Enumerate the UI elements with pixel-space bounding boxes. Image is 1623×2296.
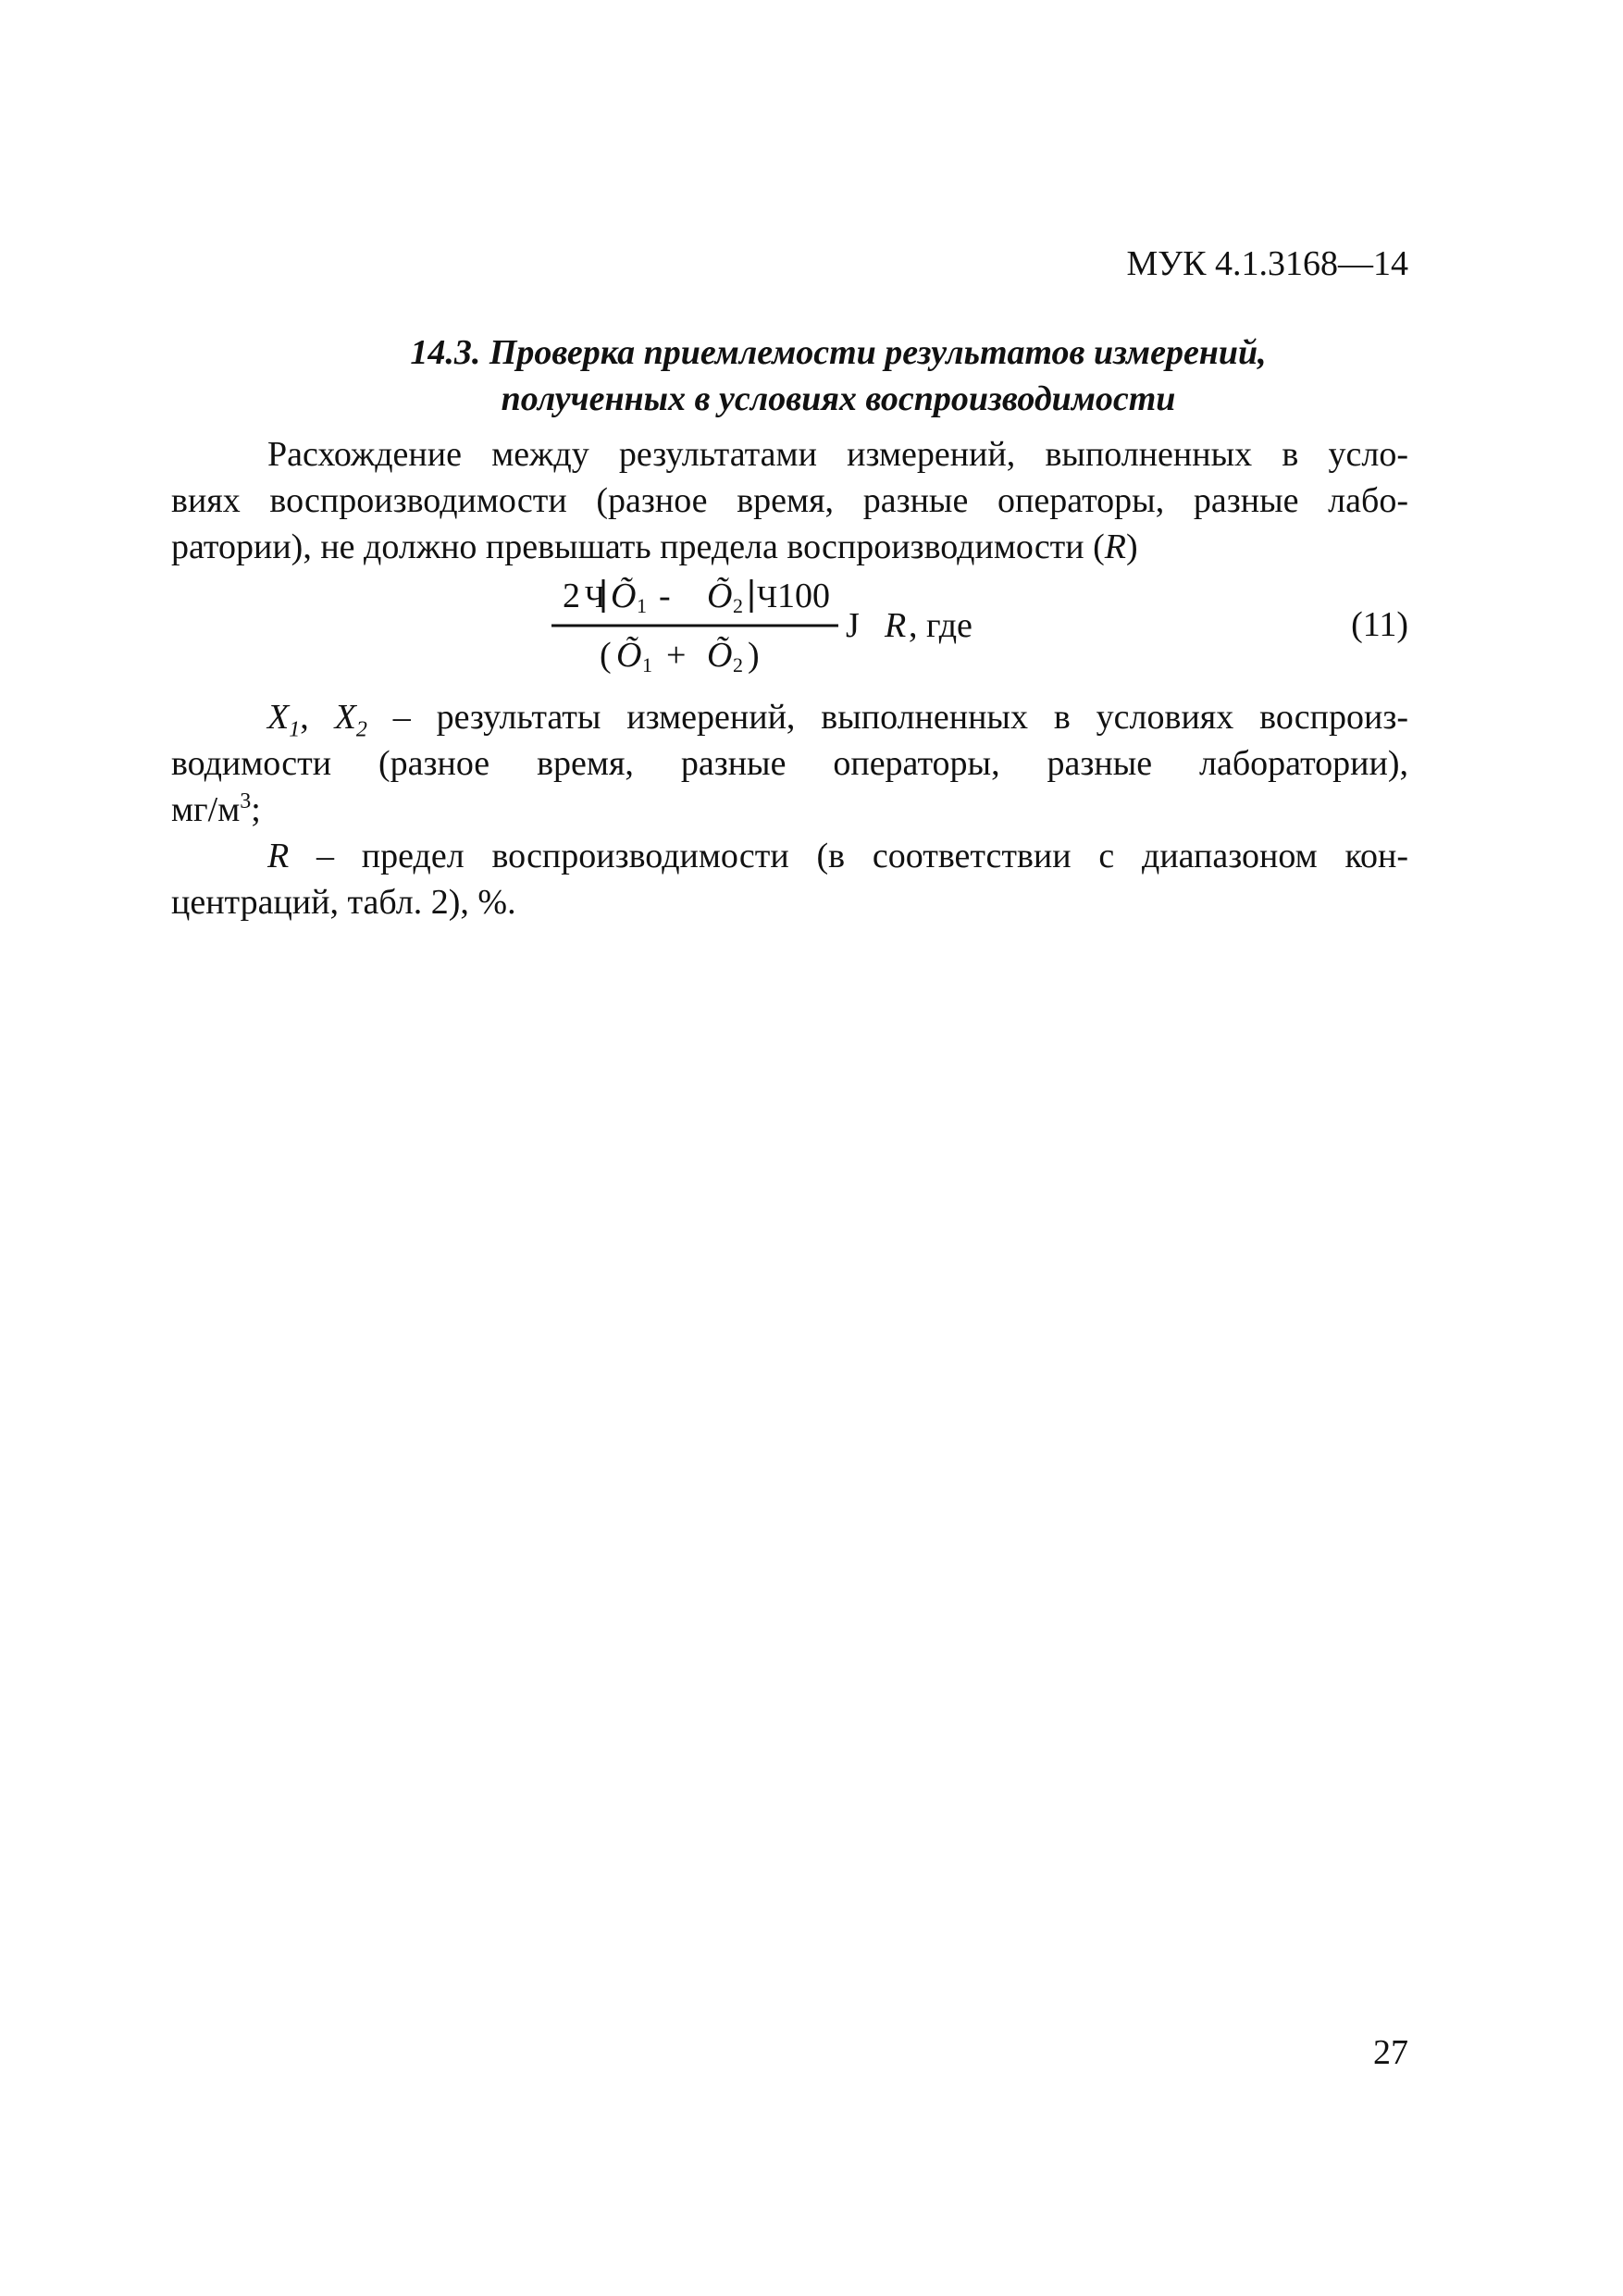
formula-den-sub1: 1 <box>642 653 652 676</box>
definition-x-text: – результаты измерений, выполненных в условиях воспроиз- <box>366 698 1408 737</box>
formula-den-sub2: 2 <box>733 653 743 676</box>
paragraph-line-3-close: ) <box>1126 527 1138 566</box>
paragraph-line-2: виях воспроизводимости (разное время, разные операторы, разные лабо- <box>171 481 1408 520</box>
definition-x-line-3: $мг/м^3$; <box>171 789 261 829</box>
formula-rhs-r: R <box>885 606 907 645</box>
definition-r-variable: R <box>267 837 290 875</box>
formula-den-close: ) <box>748 636 760 675</box>
formula-x2: Õ <box>707 577 733 615</box>
definition-r-line-2: центраций, табл. 2), %. <box>171 883 516 922</box>
paragraph-line-1: Расхождение между результатами измерений, выполненных в усло- <box>267 435 1408 474</box>
formula-coef: 2 <box>563 577 580 615</box>
formula-hundred: 100 <box>777 577 830 615</box>
formula-multiply-2: Ч <box>757 580 778 614</box>
formula-multiply-1: Ч <box>585 580 606 614</box>
section-heading-line-1: 14.3. Проверка приемлемости результатов измерений, <box>410 333 1267 372</box>
paragraph-line-3-text: ратории), не должно превышать предела воспроизводимости ( <box>171 527 1105 566</box>
formula-sub2: 2 <box>733 594 743 617</box>
formula-minus: - <box>659 577 671 615</box>
paragraph-line-3 <box>171 526 1138 568</box>
document-code: МУК 4.1.3168—14 <box>1126 244 1408 283</box>
formula-relation: J <box>846 606 860 645</box>
formula-sub1: 1 <box>637 594 647 617</box>
equation-number: (11) <box>1351 605 1408 644</box>
page-number: 27 <box>1373 2033 1408 2072</box>
definition-r-text: – предел воспроизводимости (в соответствии с диапазоном кон- <box>289 837 1408 875</box>
formula-rhs-tail: , где <box>909 606 973 645</box>
definition-x1: $X_1$ <box>267 698 301 742</box>
reproducibility-formula <box>544 566 1025 687</box>
formula-den-x1: Õ <box>616 636 642 675</box>
formula-x1: Õ <box>611 577 637 615</box>
paragraph-r-variable: R <box>1104 527 1126 566</box>
formula-den-open: ( <box>600 636 612 675</box>
definition-r-line-1 <box>267 835 1408 877</box>
section-heading-line-2: полученных в условиях воспроизводимости <box>501 379 1176 418</box>
definition-x-line-1: $X_1$, $X_2$ – результаты измерений, выполненных в условиях воспроиз- <box>267 698 1408 742</box>
definition-x-line-2: водимости (разное время, разные операторы, разные лаборатории), <box>171 744 1408 783</box>
formula-den-x2: Õ <box>707 636 733 675</box>
section-heading <box>268 329 1408 422</box>
definition-x2: $X_2$ <box>334 698 367 742</box>
superscript-3: 3 <box>240 789 252 813</box>
formula-plus: + <box>666 636 687 675</box>
